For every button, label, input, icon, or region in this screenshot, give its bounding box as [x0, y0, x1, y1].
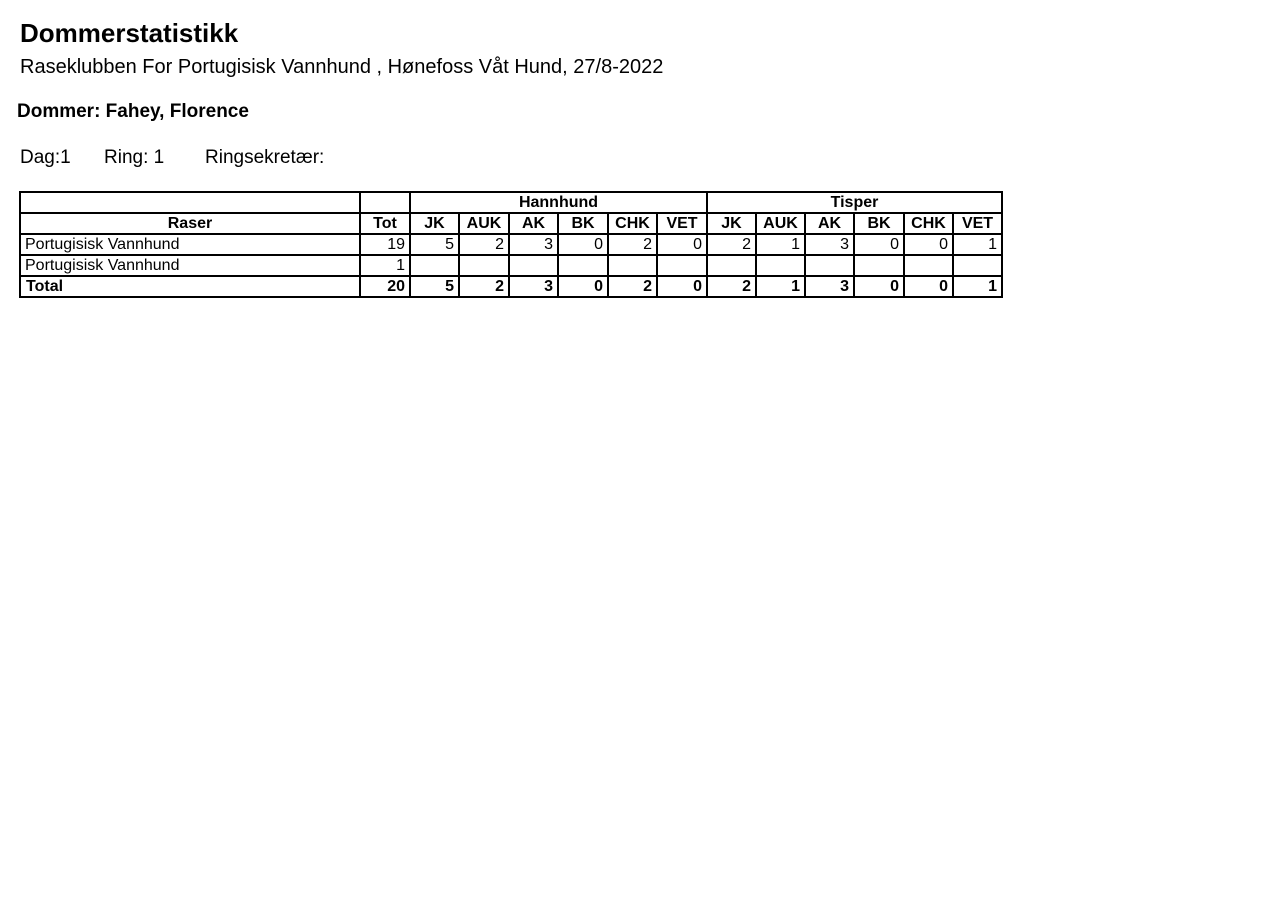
col-header-tot: Tot [360, 213, 410, 234]
col-header-male-vet: VET [657, 213, 707, 234]
male-jk-cell: 5 [410, 234, 459, 255]
male-vet-cell [657, 255, 707, 276]
page-title: Dommerstatistikk [20, 18, 239, 48]
total-row [20, 276, 1002, 297]
group-header-blank [20, 192, 360, 213]
male-auk-cell: 2 [459, 234, 509, 255]
male-ak-cell [509, 255, 558, 276]
column-header-row [20, 213, 1002, 234]
total-female-bk-cell: 0 [854, 276, 904, 297]
male-ak-cell: 3 [509, 234, 558, 255]
female-auk-cell: 1 [756, 234, 805, 255]
ring-info [20, 146, 324, 170]
total-male-bk-cell: 0 [558, 276, 608, 297]
male-chk-cell: 2 [608, 234, 657, 255]
col-header-male-chk: CHK [608, 213, 657, 234]
group-header-blank [360, 192, 410, 213]
tot-cell: 19 [360, 234, 410, 255]
female-chk-cell: 0 [904, 234, 953, 255]
total-female-jk-cell: 2 [707, 276, 756, 297]
female-vet-cell: 1 [953, 234, 1002, 255]
total-male-auk-cell: 2 [459, 276, 509, 297]
total-male-ak-cell: 3 [509, 276, 558, 297]
breed-cell: Portugisisk Vannhund [20, 234, 360, 255]
col-header-male-ak: AK [509, 213, 558, 234]
group-males-header: Hannhund [410, 192, 707, 213]
table-row [20, 234, 1002, 255]
total-label: Total [20, 276, 360, 297]
total-tot-cell: 20 [360, 276, 410, 297]
male-bk-cell: 0 [558, 234, 608, 255]
tot-cell: 1 [360, 255, 410, 276]
total-male-vet-cell: 0 [657, 276, 707, 297]
total-female-chk-cell: 0 [904, 276, 953, 297]
total-female-vet-cell: 1 [953, 276, 1002, 297]
col-header-male-auk: AUK [459, 213, 509, 234]
female-chk-cell [904, 255, 953, 276]
breed-cell: Portugisisk Vannhund [20, 255, 360, 276]
female-bk-cell [854, 255, 904, 276]
female-vet-cell [953, 255, 1002, 276]
male-jk-cell [410, 255, 459, 276]
male-chk-cell [608, 255, 657, 276]
col-header-female-bk: BK [854, 213, 904, 234]
total-female-auk-cell: 1 [756, 276, 805, 297]
col-header-female-jk: JK [707, 213, 756, 234]
female-ak-cell: 3 [805, 234, 854, 255]
male-auk-cell [459, 255, 509, 276]
col-header-male-bk: BK [558, 213, 608, 234]
col-header-male-jk: JK [410, 213, 459, 234]
col-header-female-ak: AK [805, 213, 854, 234]
female-auk-cell [756, 255, 805, 276]
female-jk-cell: 2 [707, 234, 756, 255]
female-jk-cell [707, 255, 756, 276]
female-bk-cell: 0 [854, 234, 904, 255]
male-vet-cell: 0 [657, 234, 707, 255]
group-header-row [20, 192, 1002, 213]
ring-label: Ring: 1 [104, 147, 165, 168]
col-header-breed: Raser [20, 213, 360, 234]
total-male-jk-cell: 5 [410, 276, 459, 297]
col-header-female-auk: AUK [756, 213, 805, 234]
male-bk-cell [558, 255, 608, 276]
group-females-header: Tisper [707, 192, 1002, 213]
ring-secretary-label: Ringsekretær: [205, 147, 325, 168]
table-row [20, 255, 1002, 276]
judge-statistics-table [19, 191, 1003, 298]
total-female-ak-cell: 3 [805, 276, 854, 297]
total-male-chk-cell: 2 [608, 276, 657, 297]
judge-name: Dommer: Fahey, Florence [17, 101, 249, 122]
day-label: Dag:1 [20, 147, 71, 168]
event-subtitle: Raseklubben For Portugisisk Vannhund , Hønefoss Våt Hund, 27/8-2022 [20, 56, 664, 78]
col-header-female-vet: VET [953, 213, 1002, 234]
col-header-female-chk: CHK [904, 213, 953, 234]
female-ak-cell [805, 255, 854, 276]
